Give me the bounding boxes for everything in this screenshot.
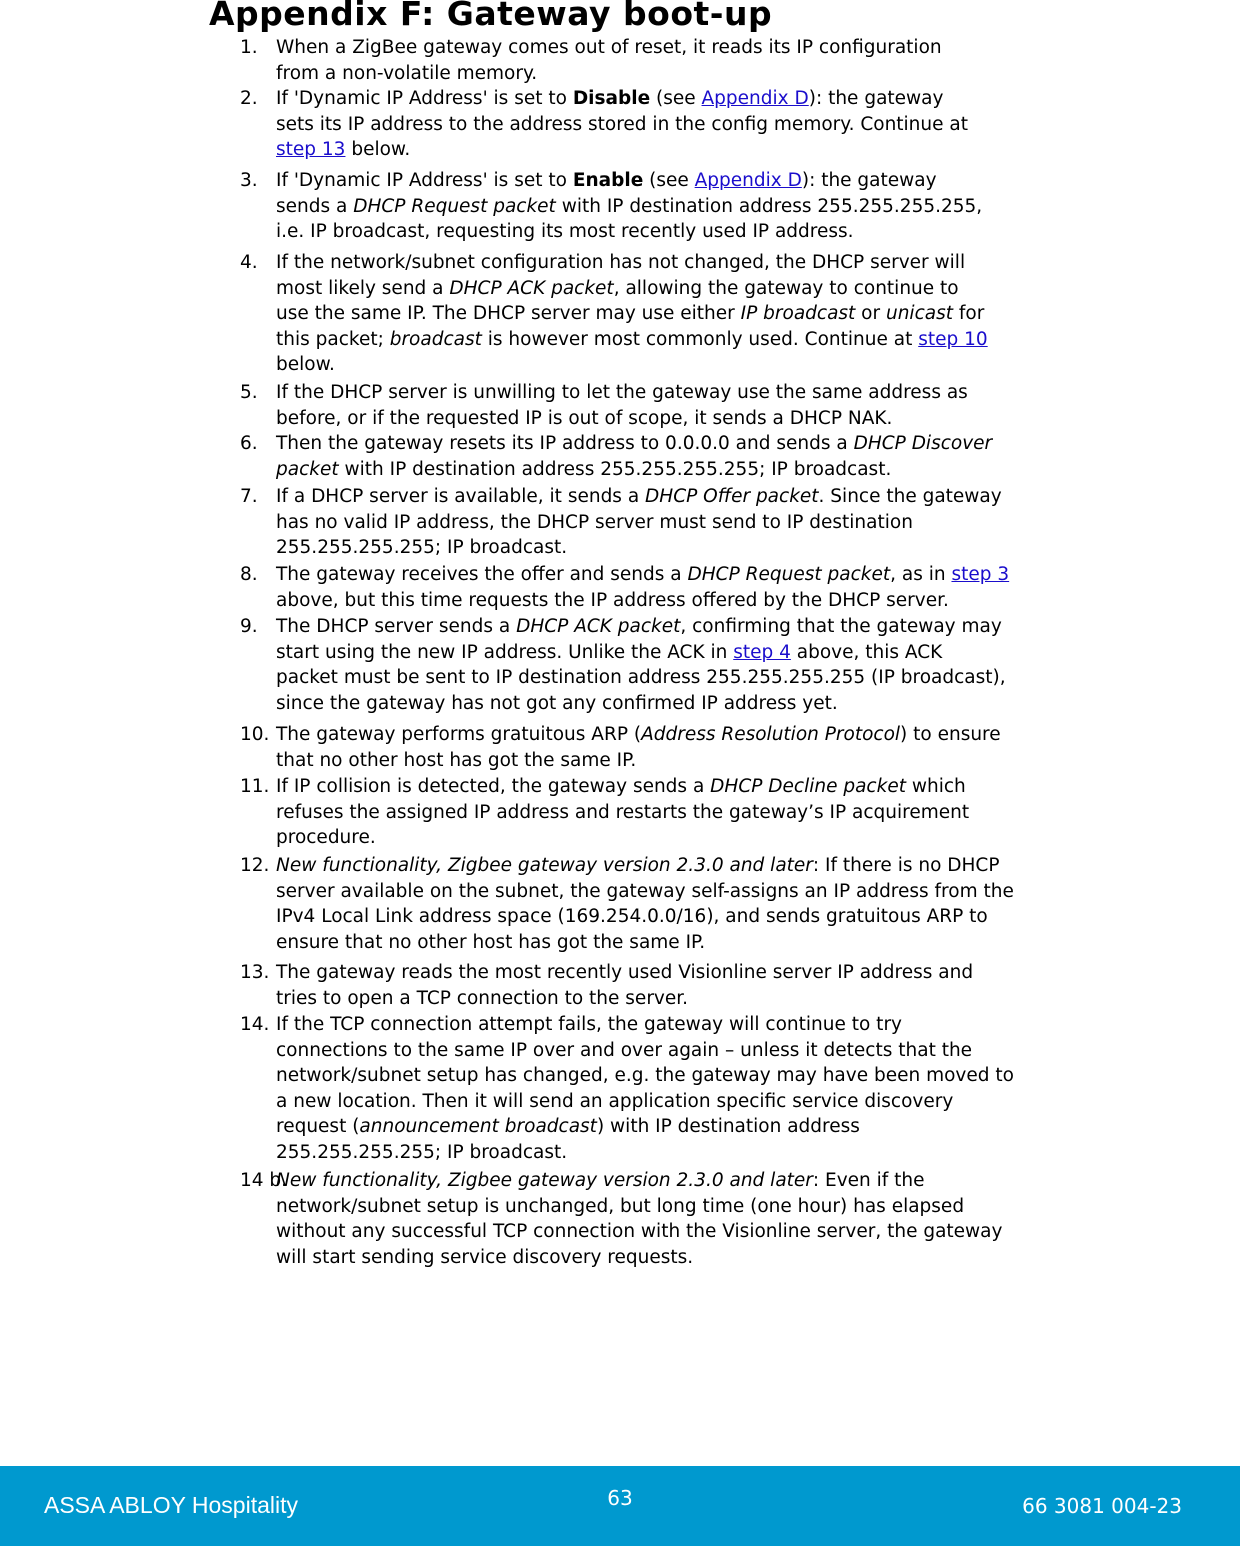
step-number: 12. (240, 855, 270, 876)
step-item (240, 1168, 1130, 1270)
step-number: 10. (240, 724, 270, 745)
text-run: above, but this time requests the IP address offered by the DHCP server. (276, 589, 949, 611)
italic-term: IP broadcast (740, 303, 856, 324)
step-text (276, 774, 1130, 851)
bold-term: Enable (572, 170, 644, 191)
text-run: sets its IP address to the address stored in the config memory. Continue at (276, 113, 968, 135)
text-run: sends a (276, 195, 354, 217)
text-run: , allowing the gateway to continue to (613, 277, 959, 299)
text-run: has no valid IP address, the DHCP server must send to IP destination (276, 511, 913, 533)
text-run: above, this ACK (790, 641, 943, 663)
step-number: 4. (240, 252, 258, 273)
step-item (240, 1012, 1130, 1165)
text-run: this packet; (276, 328, 390, 350)
step-number: 2. (240, 88, 258, 109)
text-run: ensure that no other host has got the same IP. (276, 931, 706, 953)
step-text (276, 853, 1130, 955)
italic-term: DHCP ACK packet (516, 616, 681, 637)
text-run: Then the gateway resets its IP address to 0.0.0.0 and sends a (276, 433, 854, 454)
text-run: , as in (890, 564, 952, 585)
step-item (240, 722, 1130, 773)
text-run: for (952, 303, 985, 324)
text-run: ): the gateway (801, 170, 937, 191)
text-run: tries to open a TCP connection to the server. (276, 987, 689, 1009)
step-item (240, 484, 1130, 561)
text-run: procedure. (276, 827, 376, 848)
text-run: that no other host has got the same IP. (276, 749, 637, 771)
step-number: 3. (240, 170, 258, 191)
step-item (240, 35, 1130, 86)
italic-term: DHCP Decline packet (710, 776, 906, 797)
text-run: server available on the subnet, the gateway self-assigns an IP address from the (276, 880, 1014, 902)
step-text (276, 722, 1130, 773)
step-text (276, 562, 1130, 613)
text-run: is however most commonly used. Continue at (481, 328, 919, 350)
step-number: 8. (240, 564, 258, 585)
step-text (276, 86, 1130, 163)
italic-term: DHCP ACK packet (449, 277, 614, 299)
text-run: will start sending service discovery requests. (276, 1246, 694, 1268)
text-run: If the TCP connection attempt fails, the gateway will continue to try (276, 1014, 902, 1035)
cross-reference-link[interactable]: step 4 (733, 641, 791, 663)
text-run: : Even if the (812, 1170, 925, 1191)
step-text (276, 168, 1130, 245)
text-run: If IP collision is detected, the gateway sends a (276, 776, 711, 797)
text-run: If the network/subnet configuration has not changed, the DHCP server will (276, 252, 966, 273)
text-run: with IP destination address 255.255.255.255; IP broadcast. (338, 458, 892, 480)
text-run: start using the new IP address. Unlike the ACK in (276, 641, 734, 663)
step-item (240, 960, 1130, 1011)
cross-reference-link[interactable]: step 10 (918, 328, 988, 350)
step-text (276, 484, 1130, 561)
text-run: If 'Dynamic IP Address' is set to (276, 88, 573, 109)
step-item (240, 86, 1130, 163)
italic-term: broadcast (389, 328, 482, 350)
step-text (276, 380, 1130, 431)
step-text (276, 250, 1130, 378)
text-run: . Since the gateway (818, 486, 1002, 507)
text-run: : If there is no DHCP (812, 855, 1000, 876)
step-number: 14. (240, 1014, 270, 1035)
brand-logo-text: ASSA ABLOY Hospitality (44, 1492, 298, 1518)
step-item (240, 380, 1130, 431)
step-item (240, 431, 1130, 482)
italic-term: New functionality, Zigbee gateway version 2.3.0 and later (276, 855, 813, 876)
text-run: ) to ensure (900, 724, 1001, 745)
text-run: When a ZigBee gateway comes out of reset, it reads its IP configuration (276, 37, 942, 58)
step-item (240, 853, 1130, 955)
text-run: without any successful TCP connection with the Visionline server, the gateway (276, 1221, 1003, 1242)
text-run: use the same IP. The DHCP server may use either (276, 303, 741, 324)
italic-term: DHCP Request packet (353, 195, 556, 217)
text-run: below. (276, 354, 335, 375)
text-run: most likely send a (276, 277, 450, 299)
text-run: since the gateway has not got any confirmed IP address yet. (276, 692, 838, 714)
step-number: 9. (240, 616, 258, 637)
text-run: If 'Dynamic IP Address' is set to (276, 170, 573, 191)
text-run: i.e. IP broadcast, requesting its most recently used IP address. (276, 221, 854, 242)
italic-term: unicast (885, 303, 953, 324)
step-item (240, 774, 1130, 851)
step-text (276, 431, 1130, 482)
step-text (276, 614, 1130, 716)
text-run: connections to the same IP over and over again – unless it detects that the (276, 1039, 973, 1061)
step-item (240, 168, 1130, 245)
step-number: 7. (240, 486, 258, 507)
italic-term: packet (276, 458, 339, 480)
footer-bar (0, 1466, 1240, 1546)
text-run: below. (345, 139, 411, 160)
text-run: packet must be sent to IP destination address 255.255.255.255 (IP broadcast), (276, 667, 1006, 688)
text-run: refuses the assigned IP address and restarts the gateway’s IP acquirement (276, 801, 970, 823)
text-run: network/subnet setup is unchanged, but long time (one hour) has elapsed (276, 1195, 965, 1217)
page-title: Appendix F: Gateway boot-up (209, 0, 773, 33)
text-run: before, or if the requested IP is out of scope, it sends a DHCP NAK. (276, 407, 893, 429)
step-item (240, 562, 1130, 613)
step-text (276, 35, 1130, 86)
text-run: , confirming that the gateway may (680, 616, 1002, 637)
text-run: IPv4 Local Link address space (169.254.0.0/16), and sends gratuitous ARP to (276, 906, 988, 927)
text-run: If the DHCP server is unwilling to let the gateway use the same address as (276, 382, 968, 403)
text-run: 255.255.255.255; IP broadcast. (276, 1141, 568, 1163)
text-run: ): the gateway (808, 88, 944, 109)
step-number: 5. (240, 382, 258, 403)
text-run: with IP destination address 255.255.255.255, (555, 195, 983, 217)
cross-reference-link[interactable]: Appendix D (694, 170, 802, 191)
text-run: (see (650, 88, 702, 109)
italic-term: New functionality, Zigbee gateway version 2.3.0 and later (276, 1170, 813, 1191)
step-item (240, 614, 1130, 716)
text-run: The DHCP server sends a (276, 616, 517, 637)
text-run: ) with IP destination address (596, 1116, 860, 1137)
step-number: 13. (240, 962, 270, 983)
step-number: 14 b. (240, 1170, 288, 1191)
text-run: a new location. Then it will send an application specific service discovery (276, 1090, 954, 1112)
document-number: 66 3081 004-23 (1022, 1494, 1182, 1518)
italic-term: DHCP Offer packet (645, 486, 819, 507)
step-item (240, 250, 1130, 378)
step-number: 1. (240, 37, 258, 58)
text-run: The gateway receives the offer and sends a (276, 564, 688, 585)
step-text (276, 1168, 1130, 1270)
text-run: 255.255.255.255; IP broadcast. (276, 537, 568, 558)
page-number: 63 (607, 1486, 633, 1510)
italic-term: DHCP Discover (853, 433, 993, 454)
step-number: 6. (240, 433, 258, 454)
text-run: The gateway reads the most recently used Visionline server IP address and (276, 962, 974, 983)
step-text (276, 960, 1130, 1011)
text-run: from a non-volatile memory. (276, 62, 538, 84)
cross-reference-link[interactable]: step 3 (951, 564, 1010, 585)
text-run: The gateway performs gratuitous ARP ( (276, 724, 642, 745)
italic-term: DHCP Request packet (687, 564, 891, 585)
text-run: (see (643, 170, 695, 191)
cross-reference-link[interactable]: step 13 (276, 139, 346, 160)
text-run: request ( (276, 1116, 360, 1137)
text-run: or (855, 303, 886, 324)
text-run: which (905, 776, 966, 797)
italic-term: announcement broadcast (359, 1116, 597, 1137)
step-text (276, 1012, 1130, 1165)
step-number: 11. (240, 776, 270, 797)
cross-reference-link[interactable]: Appendix D (701, 88, 809, 109)
italic-term: Address Resolution Protocol (641, 724, 901, 745)
bold-term: Disable (572, 88, 651, 109)
text-run: If a DHCP server is available, it sends a (276, 486, 646, 507)
text-run: network/subnet setup has changed, e.g. the gateway may have been moved to (276, 1065, 1014, 1086)
